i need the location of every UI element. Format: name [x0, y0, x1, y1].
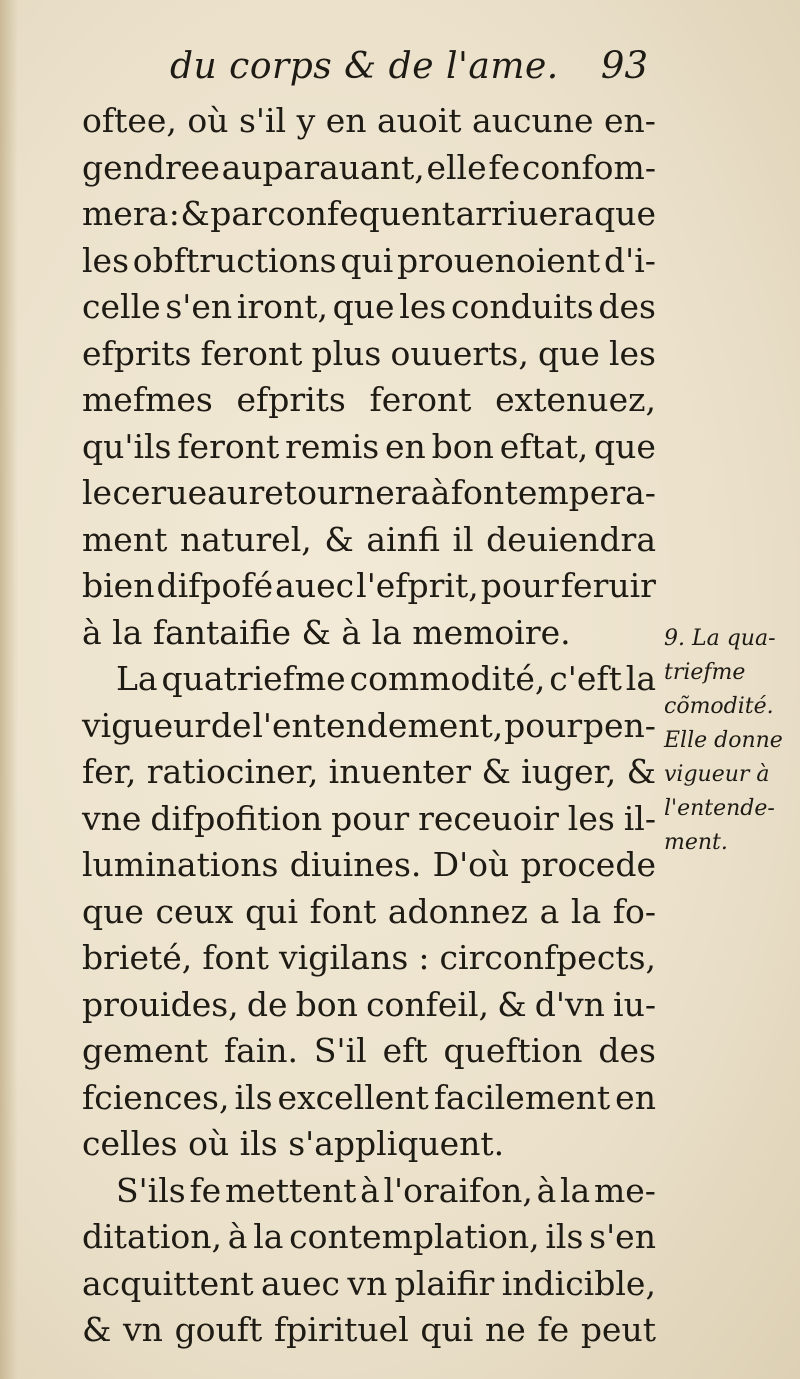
word: contemplation, [289, 1217, 540, 1256]
word: vigilans [279, 938, 409, 977]
word: receuoir [418, 798, 559, 838]
word: ainfi [366, 519, 440, 559]
marginal-line: cõmodité. [664, 694, 774, 719]
gutter-shadow [0, 0, 18, 1379]
word: en [615, 1077, 656, 1117]
word: aucune [472, 101, 594, 140]
word: mera [82, 194, 169, 233]
text-line [82, 377, 656, 424]
word: où [187, 101, 229, 140]
word: excellent [277, 1077, 429, 1117]
text-line [82, 889, 656, 936]
word: fpirituel [273, 1310, 409, 1349]
word: vigueur [82, 705, 211, 745]
word: elle [426, 147, 487, 187]
text-line [82, 1307, 656, 1354]
word: ment [82, 519, 168, 559]
word: quatriefme [161, 659, 346, 698]
word: feruir [560, 566, 656, 605]
word: la [559, 1170, 591, 1210]
word: vn [347, 1263, 388, 1303]
word: à [430, 473, 451, 512]
word: fon [450, 473, 505, 512]
word: S'ils [116, 1170, 186, 1210]
word: & [481, 752, 511, 791]
word: celle [82, 287, 161, 326]
word: il- [623, 798, 656, 838]
word: pour [331, 798, 410, 838]
paragraph-end-line: à la fantaifie & à la memoire. [82, 612, 571, 652]
word: fe [189, 1170, 222, 1210]
word: vn [123, 1310, 163, 1349]
word: que [537, 333, 600, 373]
word: font [202, 938, 269, 977]
word: d'vn [534, 984, 605, 1024]
text-line [82, 563, 656, 610]
word: gendree [82, 147, 220, 187]
marginal-line: ment. [664, 830, 728, 855]
text-line [82, 238, 656, 285]
word: pour [480, 566, 559, 605]
word: a [539, 891, 560, 931]
word: : [168, 194, 180, 233]
word: la [625, 659, 656, 698]
word: diuines. [289, 845, 422, 884]
word: auec [261, 1263, 340, 1303]
word: s'en [589, 1217, 656, 1256]
word: ditation, [82, 1217, 223, 1256]
word: extenuez, [495, 380, 656, 419]
text-line [82, 935, 656, 982]
word: iuger, [521, 752, 617, 791]
word: pen- [582, 705, 656, 745]
word: prouides, [82, 984, 239, 1024]
page-number: 93 [600, 44, 648, 87]
word: l'efprit, [356, 566, 479, 605]
word: D'où [432, 845, 510, 884]
word: à [227, 1217, 248, 1256]
word: procede [520, 845, 656, 884]
text-line [82, 517, 656, 564]
body-text [82, 98, 656, 1354]
word: acquittent [82, 1263, 254, 1303]
word: les [608, 333, 656, 373]
word: par [210, 194, 267, 233]
word: me- [593, 1170, 656, 1210]
word: fer, [82, 752, 137, 791]
marginal-line: Elle donne [664, 728, 783, 753]
word: confequent [267, 194, 456, 233]
word: les [399, 287, 447, 326]
word: ratiociner, [146, 752, 319, 791]
word: eftat, [499, 426, 589, 466]
word: S'il [313, 1031, 367, 1070]
word: : [418, 938, 430, 977]
word: efprits [236, 380, 346, 419]
word: la [570, 891, 602, 931]
word: d'i- [604, 240, 656, 280]
word: l'entendement, [252, 705, 504, 745]
word: gement [82, 1031, 208, 1070]
text-line [82, 424, 656, 471]
page-header [170, 40, 660, 96]
marginal-line: 9. La qua- [664, 626, 776, 651]
word: & [180, 194, 210, 233]
word: arriuera [455, 194, 594, 233]
word: feront [200, 333, 303, 373]
paragraph-start-line [82, 656, 656, 703]
text-line [82, 284, 656, 331]
word: fciences, [82, 1077, 230, 1117]
word: à [536, 1170, 557, 1210]
word: feront [369, 380, 472, 419]
word: il [452, 519, 474, 559]
text-line [82, 191, 656, 238]
word: cerueau [112, 473, 249, 512]
word: conduits [450, 287, 594, 326]
word: font [309, 891, 377, 931]
word: mefmes [82, 380, 213, 419]
paragraph-end-line: celles où ils s'appliquent. [82, 1124, 505, 1163]
word: iu- [613, 984, 656, 1024]
word: les [567, 798, 615, 838]
word: qui [340, 240, 394, 280]
word: que [332, 287, 395, 326]
text-line [82, 796, 656, 843]
word: les [82, 240, 130, 280]
word: & [626, 752, 656, 791]
word: inuenter [328, 752, 472, 791]
word: retournera [248, 473, 431, 512]
word: feront [177, 426, 280, 466]
word: s'il [238, 101, 287, 140]
word: ils [545, 1217, 584, 1256]
word: obftructions [132, 240, 337, 280]
word: & [497, 984, 527, 1024]
word: deuiendra [486, 519, 656, 559]
text-line [82, 470, 656, 517]
word: confom- [521, 147, 656, 187]
text-line [82, 1261, 656, 1308]
word: difpofé [156, 566, 274, 605]
word: ne [484, 1310, 526, 1349]
marginal-note [664, 622, 798, 860]
word: qu'ils [82, 426, 172, 466]
word: bon [295, 984, 358, 1024]
word: en [385, 426, 426, 466]
word: des [598, 287, 656, 326]
word: peut [580, 1310, 656, 1349]
word: eft [382, 1031, 428, 1070]
word: facilement [433, 1077, 611, 1117]
text-line [82, 749, 656, 796]
text-line [82, 331, 656, 378]
word: indicible, [501, 1263, 656, 1303]
text-line [82, 842, 656, 889]
word: bien [82, 566, 155, 605]
word: la [253, 1217, 284, 1256]
word: mettent [224, 1170, 357, 1210]
word: La [116, 659, 158, 698]
word: adonnez [387, 891, 528, 931]
word: de [246, 984, 288, 1024]
word: auoit [376, 101, 462, 140]
text-line [82, 1028, 656, 1075]
word: queftion [443, 1031, 583, 1070]
word: qui [420, 1310, 474, 1349]
text-line [82, 1075, 656, 1122]
word: en [325, 101, 367, 140]
word: que [82, 891, 144, 931]
word: s'en [165, 287, 233, 326]
word: circonfpects, [439, 938, 656, 977]
word: remis [285, 426, 380, 466]
word: qui [245, 891, 298, 931]
word: des [598, 1031, 656, 1070]
word: que [594, 194, 656, 233]
word: ouuerts, [390, 333, 529, 373]
word: en- [603, 101, 656, 140]
word: à [360, 1170, 380, 1210]
word: commodité, [349, 659, 546, 698]
word: le [82, 473, 113, 512]
word: vne [82, 798, 142, 838]
word: de [210, 705, 252, 745]
word: tempera- [504, 473, 656, 512]
word: c'eft [549, 659, 622, 698]
word: brieté, [82, 938, 193, 977]
word: plus [311, 333, 382, 373]
word: & [324, 519, 354, 559]
word: auec [275, 566, 355, 605]
marginal-line: triefme [664, 660, 746, 685]
word: ils [234, 1077, 273, 1117]
word: iront, [236, 287, 328, 326]
word: l'oraifon, [383, 1170, 533, 1210]
word: difpofition [150, 798, 323, 838]
word: pour [504, 705, 583, 745]
text-line [82, 703, 656, 750]
word: bon [431, 426, 494, 466]
word: fo- [612, 891, 656, 931]
word: plaifir [394, 1263, 495, 1303]
word: gouft [174, 1310, 263, 1349]
text-line [82, 1214, 656, 1261]
paragraph-start-line [82, 1168, 656, 1215]
word: naturel, [179, 519, 312, 559]
word: luminations [82, 845, 279, 884]
word: & [82, 1310, 112, 1349]
word: que [594, 426, 656, 466]
marginal-line: vigueur à [664, 762, 770, 787]
running-title: du corps & de l'ame. [170, 46, 559, 87]
word: fain. [223, 1031, 299, 1070]
word: oftee, [82, 101, 177, 140]
word: confeil, [366, 984, 490, 1024]
word: fe [537, 1310, 570, 1349]
word: y [296, 101, 316, 140]
word: prouenoient [397, 240, 601, 280]
text-line [82, 982, 656, 1029]
word: efprits [82, 333, 192, 373]
text-line [82, 145, 656, 192]
text-line [82, 98, 656, 145]
word: auparauant, [221, 147, 425, 187]
marginal-line: l'entende- [664, 796, 775, 821]
word: ceux [155, 891, 234, 931]
word: fe [488, 147, 521, 187]
